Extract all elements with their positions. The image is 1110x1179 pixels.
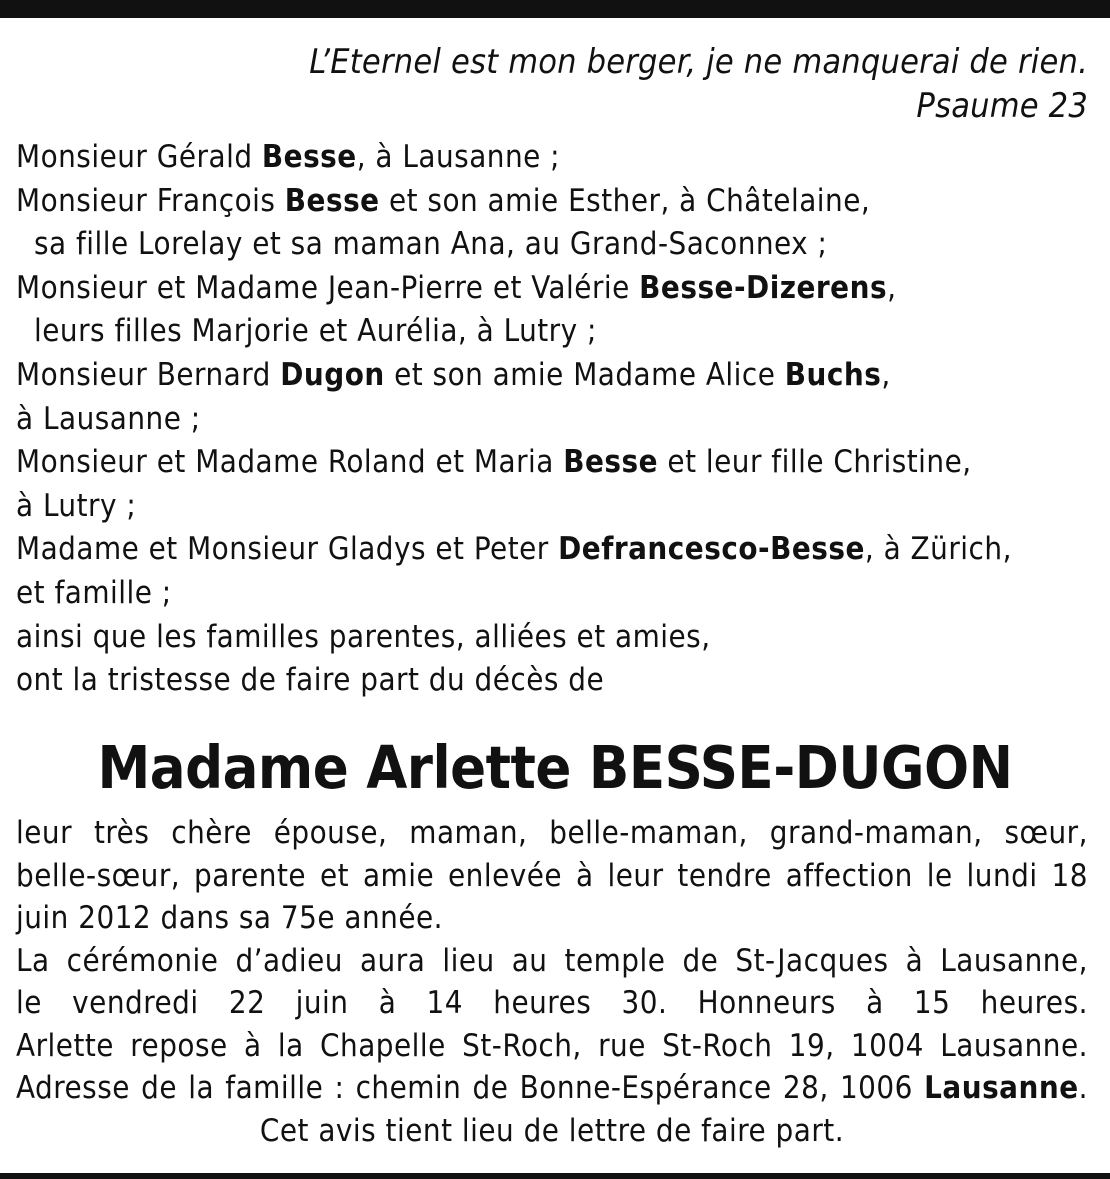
- announcement-line: Arlette repose à la Chapelle St-Roch, rue St-Roch 19, 1004 Lausanne.: [16, 1027, 1088, 1064]
- family-surname: Dugon: [280, 356, 385, 393]
- family-line: [16, 485, 1096, 529]
- family-surname: Besse-Dizerens: [639, 269, 888, 306]
- family-surname: Besse: [563, 444, 659, 481]
- family-line: [16, 223, 1096, 267]
- family-text: Monsieur et Madame Roland et Maria: [16, 444, 564, 481]
- address-city: Lausanne: [924, 1070, 1079, 1106]
- family-surname: Besse: [284, 182, 380, 219]
- family-line: [16, 354, 1096, 398]
- family-text: à Lausanne ;: [16, 400, 201, 437]
- family-line: [16, 180, 1096, 224]
- family-surname: Besse: [261, 139, 357, 175]
- family-surname: Buchs: [784, 356, 882, 393]
- announcement-line: le vendredi 22 juin à 14 heures 30. Honneurs à 15 heures.: [16, 985, 1088, 1021]
- family-text: leurs filles Marjorie et Aurélia, à Lutry ;: [34, 313, 597, 350]
- family-line: [16, 572, 1096, 616]
- family-text: et leur fille Christine,: [658, 444, 972, 481]
- epigraph-source: Psaume 23: [916, 86, 1088, 126]
- family-text: à Lutry ;: [16, 487, 137, 524]
- family-line: [16, 398, 1096, 442]
- announcement: [16, 812, 1088, 1152]
- family-text: ,: [887, 269, 897, 306]
- family-list: [16, 136, 1096, 703]
- address-suffix: .: [1078, 1070, 1088, 1106]
- family-line: [16, 659, 1096, 703]
- family-line: [16, 528, 1096, 572]
- family-text: ainsi que les familles parentes, alliées et amies,: [16, 618, 711, 655]
- family-text: Monsieur Bernard: [16, 356, 281, 393]
- family-text: ,: [881, 356, 891, 393]
- bottom-rule: [0, 1173, 1110, 1179]
- top-rule: [0, 0, 1110, 18]
- family-text: Monsieur Gérald: [16, 139, 262, 175]
- family-text: et son amie Madame Alice: [384, 356, 785, 393]
- family-surname: Defrancesco-Besse: [558, 531, 865, 568]
- family-line: [16, 136, 1096, 180]
- family-line: [16, 441, 1096, 485]
- announcement-line: La cérémonie d’adieu aura lieu au temple de St-Jacques à Lausanne,: [16, 942, 1088, 979]
- family-text: Madame et Monsieur Gladys et Peter: [16, 531, 559, 568]
- family-text: ont la tristesse de faire part du décès de: [16, 662, 605, 699]
- family-text: Monsieur et Madame Jean-Pierre et Valérie: [16, 269, 640, 306]
- deceased-name: Madame Arlette BESSE-DUGON: [97, 733, 1013, 802]
- family-text: , à Lausanne ;: [356, 139, 561, 175]
- family-text: et famille ;: [16, 574, 172, 611]
- announcement-line: leur très chère épouse, maman, belle-maman, grand-maman, sœur,: [16, 815, 1088, 851]
- announcement-line: belle-sœur, parente et amie enlevée à leur tendre affection le lundi 18: [16, 857, 1088, 894]
- family-line: [16, 616, 1096, 660]
- epigraph-quote: L’Eternel est mon berger, je ne manquerai de rien.: [309, 42, 1088, 82]
- family-line: [16, 267, 1096, 311]
- epigraph: [88, 40, 1088, 128]
- announcement-line: juin 2012 dans sa 75e année.: [16, 900, 444, 936]
- family-line: [16, 310, 1096, 354]
- family-text: Monsieur François: [16, 182, 285, 219]
- family-text: , à Zürich,: [864, 531, 1012, 568]
- address-prefix: Adresse de la famille : chemin de Bonne-Espérance 28, 1006: [16, 1070, 925, 1106]
- closing-note: Cet avis tient lieu de lettre de faire part.: [259, 1112, 845, 1149]
- family-address: [16, 1067, 1088, 1110]
- family-text: et son amie Esther, à Châtelaine,: [379, 182, 871, 219]
- family-text: sa fille Lorelay et sa maman Ana, au Grand-Saconnex ;: [34, 226, 828, 263]
